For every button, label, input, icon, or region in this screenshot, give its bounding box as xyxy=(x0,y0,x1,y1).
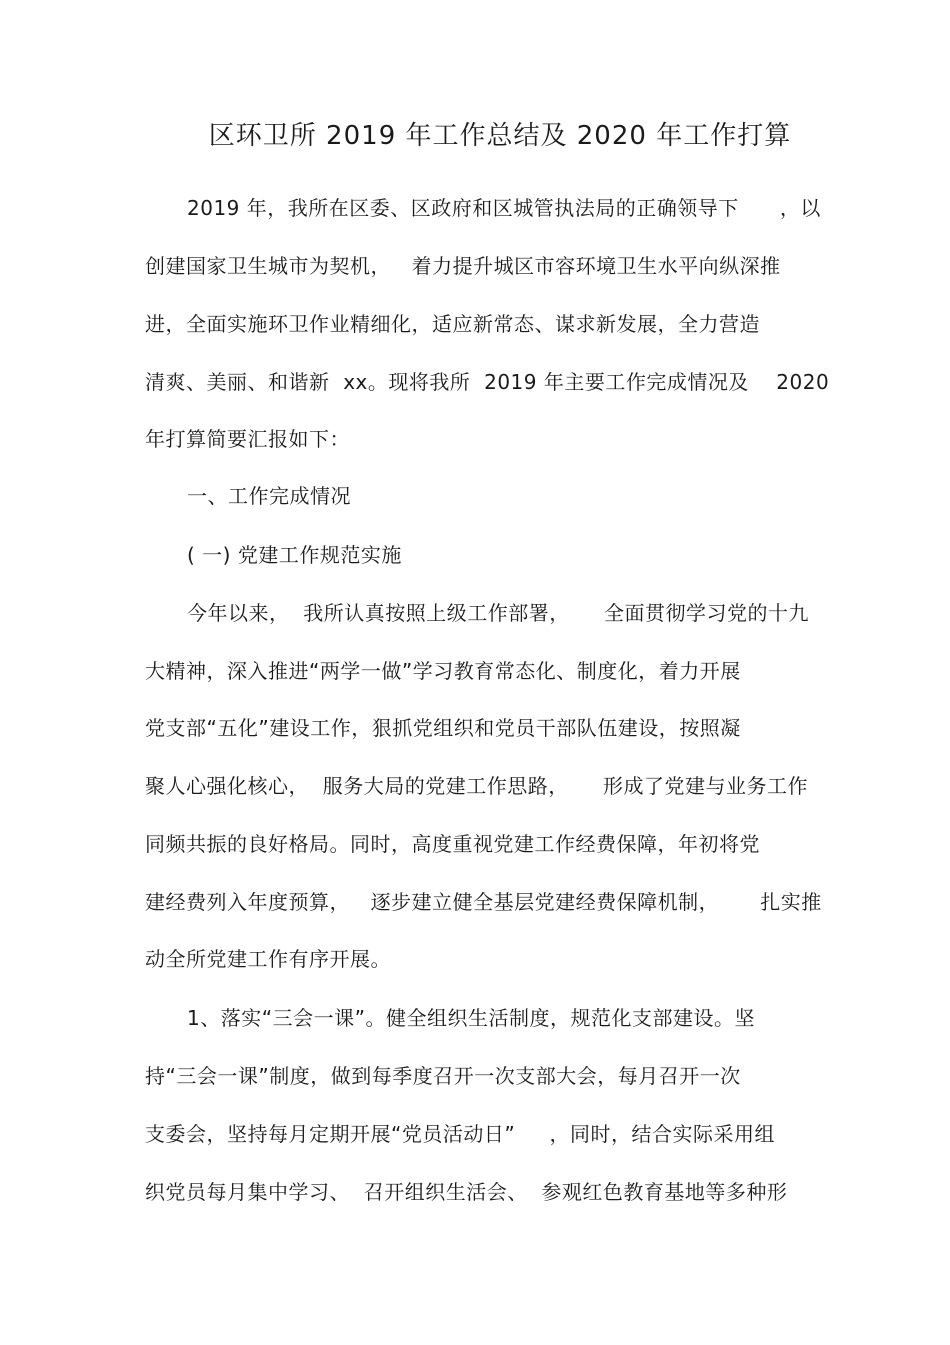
paragraph-line: 党支部“五化”建设工作，狠抓党组织和党员干部队伍建设，按照凝 xyxy=(145,716,741,740)
paragraph-line: 今年以来， 我所认真按照上级工作部署， 全面贯彻学习党的十九 xyxy=(187,601,810,625)
paragraph-line: 大精神，深入推进“两学一做”学习教育常态化、制度化，着力开展 xyxy=(145,659,741,683)
paragraph-line: 年打算简要汇报如下： xyxy=(145,427,350,451)
paragraph-line: 建经费列入年度预算， 逐步建立健全基层党建经费保障机制， 扎实推 xyxy=(145,890,822,914)
paragraph-line: 清爽、美丽、和谐新 xx。现将我所 2019 年主要工作完成情况及 2020 xyxy=(145,370,830,394)
paragraph-line: 同频共振的良好格局。同时，高度重视党建工作经费保障，年初将党 xyxy=(145,832,760,856)
paragraph-line: 2019 年，我所在区委、区政府和区城管执法局的正确领导下 ，以 xyxy=(187,196,821,220)
paragraph-line: 创建国家卫生城市为契机， 着力提升城区市容环境卫生水平向纵深推 xyxy=(145,254,781,278)
paragraph-line: 进，全面实施环卫作业精细化，适应新常态、谋求新发展，全力营造 xyxy=(145,312,760,336)
paragraph-line: 动全所党建工作有序开展。 xyxy=(145,947,391,971)
section-heading: 一、工作完成情况 xyxy=(187,484,351,508)
paragraph-line: 持“三会一课”制度，做到每季度召开一次支部大会，每月召开一次 xyxy=(145,1064,741,1088)
paragraph-line: 织党员每月集中学习、 召开组织生活会、 参观红色教育基地等多种形 xyxy=(145,1180,788,1204)
paragraph-line: 1、落实“三会一课”。健全组织生活制度，规范化支部建设。坚 xyxy=(187,1006,755,1030)
paragraph-line: 聚人心强化核心， 服务大局的党建工作思路， 形成了党建与业务工作 xyxy=(145,774,809,798)
paragraph-line: 支委会，坚持每月定期开展“党员活动日” ，同时，结合实际采用组 xyxy=(145,1122,776,1146)
subsection-heading: ( 一) 党建工作规范实施 xyxy=(187,543,402,567)
document-title: 区环卫所 2019 年工作总结及 2020 年工作打算 xyxy=(208,121,792,151)
